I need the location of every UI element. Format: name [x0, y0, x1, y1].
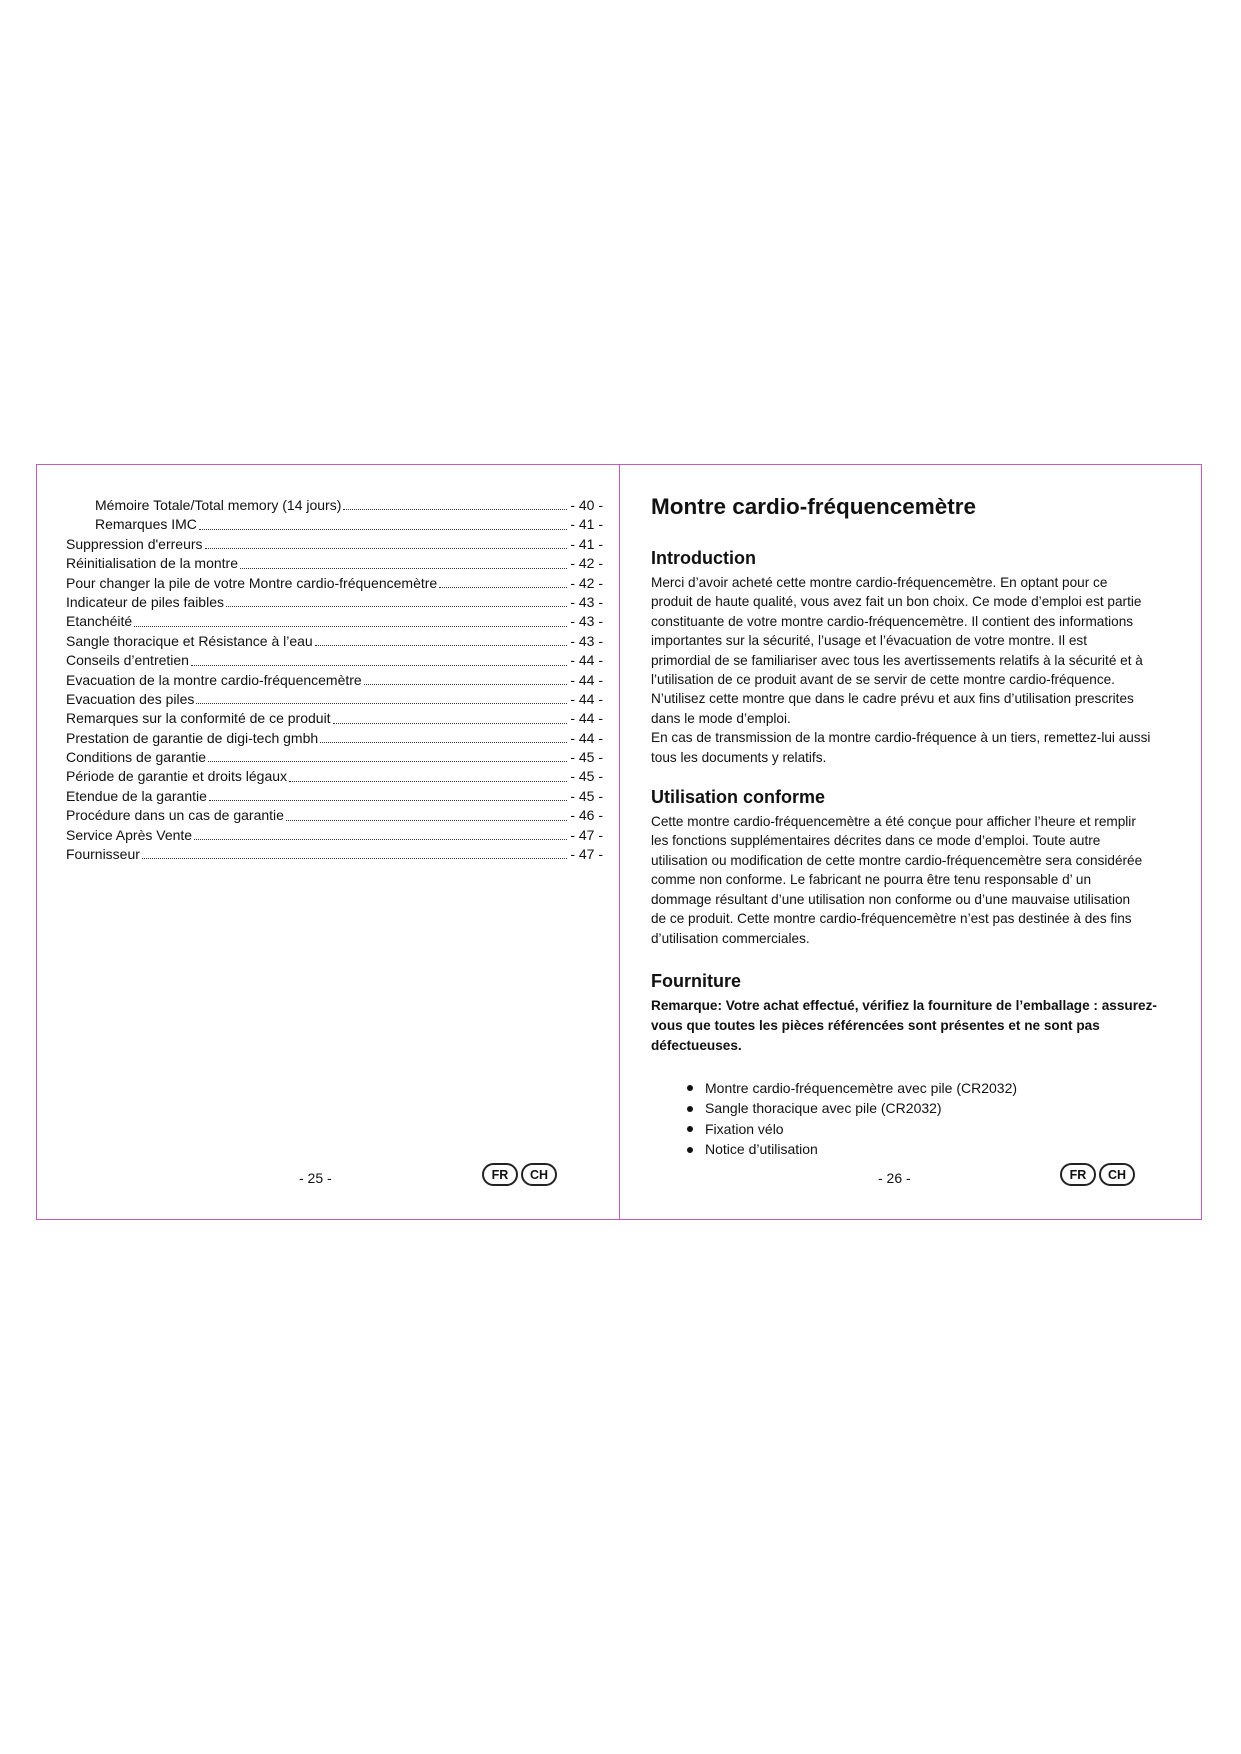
page-title: Montre cardio-fréquencemètre [651, 494, 977, 519]
badge-fr: FR [482, 1163, 518, 1186]
toc-entry [66, 515, 603, 534]
list-item-text: Sangle thoracique avec pile (CR2032) [705, 1100, 942, 1117]
toc-entry-title: Etendue de la garantie [66, 787, 207, 804]
toc-leader-dots [286, 819, 567, 821]
toc-entry-page: - 45 - [570, 768, 603, 785]
toc-entry-page: - 44 - [570, 690, 603, 707]
fourniture-section [651, 970, 1176, 1160]
toc-entry [66, 496, 603, 515]
page-number-right: - 26 - [878, 1170, 911, 1186]
text-line: dans le mode d’emploi. [651, 710, 791, 726]
toc-leader-dots [333, 722, 568, 724]
fourniture-list [651, 1078, 1176, 1160]
toc-entry-title: Remarques sur la conformité de ce produit [66, 710, 331, 727]
text-line: dommage résultant d’une utilisation non conforme ou d’une mauvaise utilisation [651, 891, 1131, 907]
toc-entry-page: - 42 - [570, 574, 603, 591]
utilisation-heading: Utilisation conforme [651, 787, 826, 808]
text-line: produit de haute qualité, vous avez fait un bon choix. Ce mode d’emploi est partie [651, 594, 1142, 610]
toc-entry-title: Evacuation des piles [66, 690, 195, 707]
toc-entry [66, 787, 603, 806]
toc-entry-page: - 43 - [570, 593, 603, 610]
text-line: N’utilisez cette montre que dans le cadre prévu et aux fins d’utilisation prescrites [651, 691, 1134, 707]
toc-entry-title: Indicateur de piles faibles [66, 593, 224, 610]
toc-leader-dots [142, 857, 567, 859]
text-line: l’utilisation de ce produit avant de se servir de cette montre cardio-fréquence. [651, 672, 1115, 688]
fourniture-note [651, 996, 1176, 1056]
toc-leader-dots [343, 508, 567, 510]
toc-entry [66, 729, 603, 748]
list-item [687, 1098, 1176, 1119]
toc-leader-dots [289, 780, 567, 782]
text-line: Remarque: Votre achat effectué, vérifiez la fourniture de l’emballage : assurez- [651, 997, 1157, 1013]
toc-entry-title: Fournisseur [66, 846, 140, 863]
toc-entry-title: Service Après Vente [66, 826, 193, 843]
badge-ch: CH [521, 1163, 557, 1186]
toc-leader-dots [439, 586, 567, 588]
bullet-icon [687, 1147, 693, 1153]
toc-entry-page: - 43 - [570, 632, 603, 649]
introduction-heading: Introduction [651, 548, 756, 568]
toc-entry-title: Prestation de garantie de digi-tech gmbh [66, 729, 319, 746]
utilisation-text [651, 812, 1176, 948]
toc-entry [66, 535, 603, 554]
toc-entry [66, 671, 603, 690]
page-number-left: - 25 - [299, 1170, 332, 1186]
text-line: constituante de votre montre cardio-fréquencemètre. Il contient des informations [651, 613, 1134, 629]
table-of-contents [66, 496, 603, 864]
toc-entry-page: - 44 - [570, 729, 603, 746]
text-line: comme non conforme. Le fabricant ne pourra être tenu responsable d’ un [651, 872, 1092, 888]
list-item-text: Notice d’utilisation [705, 1141, 818, 1158]
text-line: d’utilisation commerciales. [651, 930, 810, 946]
toc-entry-title: Réinitialisation de la montre [66, 555, 238, 572]
text-line: de ce produit. Cette montre cardio-fréquencemètre n’est pas destinée à des fins [651, 911, 1132, 927]
toc-leader-dots [199, 528, 567, 530]
text-line: Cette montre cardio-fréquencemètre a été conçue pour afficher l’heure et remplir [651, 814, 1136, 830]
toc-entry-title: Procédure dans un cas de garantie [66, 807, 284, 824]
right-page [621, 465, 1203, 1219]
toc-leader-dots [364, 683, 568, 685]
text-line: primordial de se familiariser avec tous les avertissements relatifs à la sécurité et à [651, 652, 1143, 668]
toc-leader-dots [226, 605, 567, 607]
toc-entry [66, 690, 603, 709]
toc-entry-page: - 41 - [570, 516, 603, 533]
toc-entry-page: - 42 - [570, 555, 603, 572]
list-item [687, 1139, 1176, 1160]
text-line: défectueuses. [651, 1037, 742, 1053]
toc-entry [66, 709, 603, 728]
text-line: importantes sur la sécurité, l’usage et l’évacuation de votre montre. Il est [651, 633, 1087, 649]
list-item-text: Fixation vélo [705, 1120, 784, 1137]
toc-leader-dots [240, 567, 567, 569]
toc-entry-page: - 47 - [570, 846, 603, 863]
text-line: tous les documents y relatifs. [651, 749, 827, 765]
toc-entry-page: - 44 - [570, 671, 603, 688]
text-line: Merci d’avoir acheté cette montre cardio-fréquencemètre. En optant pour ce [651, 575, 1108, 590]
bullet-icon [687, 1106, 693, 1112]
toc-entry [66, 845, 603, 864]
toc-entry-title: Suppression d'erreurs [66, 535, 203, 552]
toc-leader-dots [196, 702, 567, 704]
toc-entry-title: Conseils d’entretien [66, 652, 189, 669]
list-item [687, 1078, 1176, 1099]
toc-leader-dots [134, 625, 567, 627]
left-page [37, 465, 619, 1219]
toc-entry-page: - 47 - [570, 826, 603, 843]
country-badges-left [482, 1163, 557, 1186]
toc-entry [66, 632, 603, 651]
right-page-content [651, 493, 1176, 1160]
toc-entry [66, 748, 603, 767]
page-divider [619, 465, 620, 1219]
toc-entry-title: Conditions de garantie [66, 749, 207, 766]
toc-entry-title: Sangle thoracique et Résistance à l’eau [66, 632, 313, 649]
toc-entry-page: - 41 - [570, 535, 603, 552]
toc-entry-title: Remarques IMC [95, 516, 197, 533]
toc-entry [66, 554, 603, 573]
toc-entry-title: Période de garantie et droits légaux [66, 768, 288, 785]
text-line: vous que toutes les pièces référencées sont présentes et ne sont pas [651, 1017, 1100, 1033]
text-line: En cas de transmission de la montre cardio-fréquence à un tiers, remettez-lui aussi [651, 730, 1151, 746]
toc-entry [66, 826, 603, 845]
bullet-icon [687, 1126, 693, 1132]
toc-leader-dots [209, 799, 567, 801]
badge-fr: FR [1060, 1163, 1096, 1186]
toc-entry-title: Mémoire Totale/Total memory (14 jours) [95, 497, 342, 513]
toc-entry-title: Etanchéité [66, 613, 133, 630]
booklet-spread [36, 464, 1202, 1220]
country-badges-right [1060, 1163, 1135, 1186]
toc-entry-page: - 44 - [570, 710, 603, 727]
toc-leader-dots [194, 838, 567, 840]
toc-entry [66, 651, 603, 670]
toc-entry-page: - 40 - [570, 497, 603, 513]
toc-entry-page: - 46 - [570, 807, 603, 824]
toc-entry-page: - 44 - [570, 652, 603, 669]
text-line: utilisation ou modification de cette montre cardio-fréquencemètre sera considérée [651, 852, 1143, 868]
list-item-text: Montre cardio-fréquencemètre avec pile (CR2032) [705, 1079, 1018, 1096]
toc-leader-dots [315, 644, 568, 646]
toc-entry-page: - 43 - [570, 613, 603, 630]
introduction-text [651, 573, 1176, 767]
toc-entry-page: - 45 - [570, 749, 603, 766]
toc-leader-dots [191, 664, 567, 666]
fourniture-heading: Fourniture [651, 970, 741, 991]
utilisation-section [651, 786, 1176, 948]
toc-leader-dots [205, 547, 568, 549]
toc-leader-dots [208, 760, 567, 762]
list-item [687, 1119, 1176, 1140]
toc-entry-page: - 45 - [570, 787, 603, 804]
badge-ch: CH [1099, 1163, 1135, 1186]
toc-entry [66, 574, 603, 593]
toc-entry [66, 806, 603, 825]
introduction-section [651, 547, 1176, 767]
toc-entry-title: Evacuation de la montre cardio-fréquencemètre [66, 671, 362, 688]
text-line: les fonctions supplémentaires décrites dans ce mode d’emploi. Toute autre [651, 833, 1101, 849]
bullet-icon [687, 1085, 693, 1091]
toc-entry [66, 593, 603, 612]
toc-entry [66, 612, 603, 631]
toc-entry-title: Pour changer la pile de votre Montre cardio-fréquencemètre [66, 574, 438, 591]
toc-entry [66, 767, 603, 786]
toc-leader-dots [320, 741, 567, 743]
